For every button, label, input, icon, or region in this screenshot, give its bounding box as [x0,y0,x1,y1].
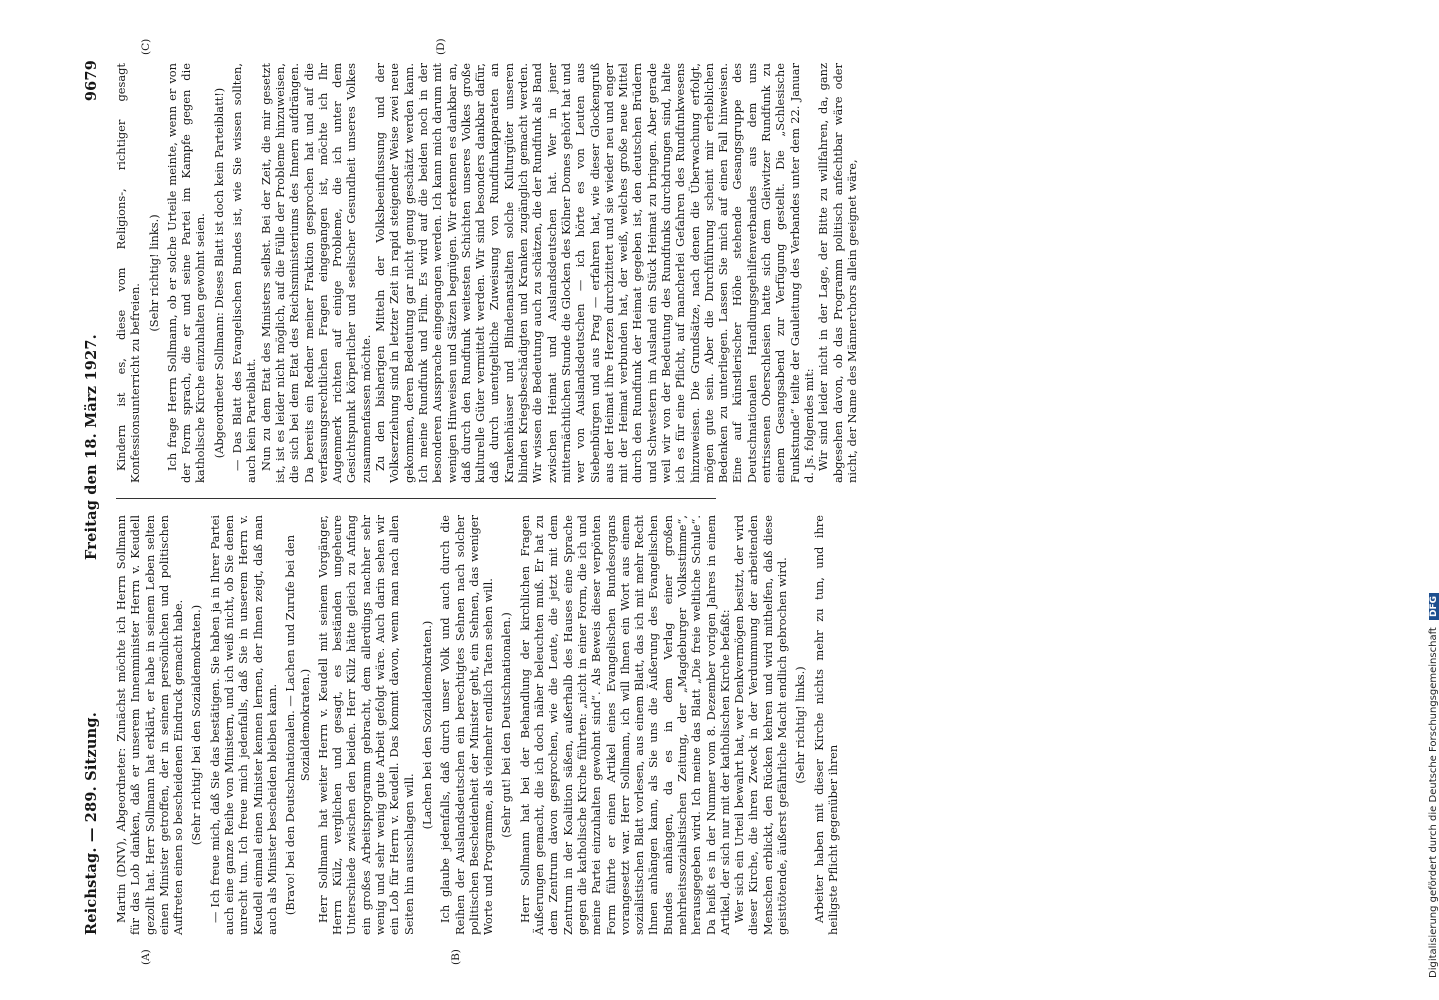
header-date: Freitag den 18. März 1927. [83,334,100,560]
digitization-note [1414,10,1439,990]
paragraph: Herr Sollmann hat weiter Herrn v. Keudell mit seinem Vorgänger, Herrn Külz, verglichen und gesagt, es beständen ungeheure Unterschiede zwischen den beiden. Herr Külz hätte gleich zu Anfang ein großes Arbeitsprogramm gebracht, dem allerdings nachher sehr wenig und sehr wenig gute Arbeit gefolgt wäre. Auch darin sehen wir ein Lob für Herrn v. Keudell. Das kommt davon, wenn man nach allen Seiten hin ausschlagen will. [315,515,416,935]
paragraph: Wir sind leider nicht in der Lage, der Bitte zu willfahren, da, ganz abgesehen davon, ob das Programm politisch anfechtbar wäre oder nicht, der Name des Männerchors allein geeignet wäre, [816,63,859,483]
margin-marker-b: (B) [450,949,462,965]
interjection: (Abgeordneter Sollmann: Dieses Blatt ist doch kein Parteiblatt!) [211,87,226,459]
interjection: (Bravo! bei den Deutschnationalen. — Lachen und Zurufe bei den Sozialdemokraten.) [283,534,312,916]
left-text-column [114,515,840,935]
paragraph: Kindern ist es, diese vom Religions-, richtiger gesagt Konfessionsunterricht zu befreien. [114,63,143,483]
page-header [80,60,106,935]
right-text-column [114,63,859,483]
paragraph: Ich glaube jedenfalls, daß durch unser Volk und auch durch die Reihen der Auslandsdeutschen ein berechtigtes Sehnen nach solcher politischen Bescheidenheit der Minister geht, ein Sehnen, das weniger Worte und Programme, als vielmehr endlich Taten sehen will. [438,515,496,935]
interjection: (Sehr richtig! links.) [793,666,808,784]
margin-marker-c: (C) [140,38,152,55]
header-session: Reichstag. — 289. Sitzung. [83,712,100,935]
paragraph: Wer sich ein Urteil bewahrt hat, wer Denkvermögen besitzt, der wird dieser Kirche, die ihren Zweck in der Verdummung der arbeitenden Menschen erblickt, den Rücken kehren und wird mithelfen, daß diese geisttötende, äußerst gefährliche Macht endlich gebrochen wird. [732,515,790,935]
dfg-logo: DFG [1429,593,1439,620]
interjection: (Sehr gut! bei den Deutschnationalen.) [499,612,514,838]
interjection: (Lachen bei den Sozialdemokraten.) [419,620,434,830]
paragraph: — Das Blatt des Evangelischen Bundes ist, wie Sie wissen sollten, auch kein Parteiblatt. [230,63,259,483]
margin-marker-d: (D) [435,38,447,55]
column-divider [116,498,716,499]
rotated-page-content [80,38,859,965]
margin-marker-a: (A) [140,949,152,965]
paragraph: — Ich freue mich, daß Sie das bestätigen. Sie haben ja in Ihrer Partei auch eine ganze Reihe von Ministern, und ich weiß nicht, ob Sie denen unrecht tun. Ich freue mich jedenfalls, daß Sie in unserem Herrn v. Keudell einmal einen Minister kennen lernen, der Ihnen zeigt, daß man auch als Minister bescheiden bleiben kann. [207,515,279,935]
interjection: (Sehr richtig! bei den Sozialdemokraten.) [189,604,204,846]
interjection: (Sehr richtig! links.) [146,214,161,332]
paragraph: Nun zu dem Etat des Ministers selbst. Bei der Zeit, die mir gesetzt ist, ist es leider nicht möglich, auf die Fülle der Probleme hinzuweisen, die sich bei dem Etat des Reichsministeriums des Innern aufdrängen. Da bereits ein Redner meiner Fraktion gesprochen hat und auf die verfassungsrechtlichen Fragen eingegangen ist, möchte ich Ihr Augenmerk richten auf einige Probleme, die ich unter dem Gesichtspunkt körperlicher und seelischer Gesundheit unseres Volkes zusammenfassen möchte. [258,63,373,483]
paragraph: Arbeiter haben mit dieser Kirche nichts mehr zu tun, und ihre heiligste Pflicht gegenüber ihren [811,515,840,935]
paragraph: Herr Sollmann hat bei der Behandlung der kirchlichen Fragen Äußerungen gemacht, die ich doch näher beleuchten muß. Er hat zu dem Zentrum davon gesprochen, wie die Leute, die jetzt mit dem Zentrum in der Koalition säßen, außerhalb des Hauses eine Sprache gegen die katholische Kirche führten: „nicht in einer Form, die ich und meine Partei einzuhalten gewohnt sind“. Als Beweis dieser verpönten Form führte er einen Artikel eines Evangelischen Bundesorgans vorangesetzt war. Herr Sollmann, ich will Ihnen ein Wort aus einem sozialistischen Blatt vorlesen, aus einem Blatt, das ich mit mehr Recht Ihnen anhängen kann, als Sie uns die Äußerung des Evangelischen Bundes anhängen, da es in dem Verlag einer großen mehrheitssozialistischen Zeitung, der „Magdeburger Volksstimme“, herausgegeben wird. Ich meine das Blatt „Die freie weltliche Schule“. Da heißt es in der Nummer vom 8. Dezember vorigen Jahres in einem Artikel, der sich nur mit der katholischen Kirche befaßt: [517,515,732,935]
paragraph: Martin (DNV), Abgeordneter: Zunächst möchte ich Herrn Sollmann für das Lob danken, daß er unserem Innenminister Herrn v. Keudell gezollt hat. Herr Sollmann hat erklärt, er habe in seinem Leben selten einen Minister getroffen, der in seinem persönlichen und politischen Auftreten einen so bescheidenen Eindruck gemacht habe. [114,515,186,935]
page-number: 9679 [83,60,100,102]
paragraph: Ich frage Herrn Sollmann, ob er solche Urteile meinte, wenn er von der Form sprach, die er und seine Partei im Kampfe gegen die katholische Kirche einzuhalten gewohnt seien. [164,63,208,483]
funding-text: Digitalisierung gefördert durch die Deutsche Forschungsgemeinschaft [1428,627,1439,978]
paragraph: Zu den bisherigen Mitteln der Volksbeeinflussung und der Volkserziehung sind in letzter Zeit in rapid steigender Weise zwei neue gekommen, deren Bedeutung gar nicht genug geschätzt werden kann. Ich meine Rundfunk und Film. Es wird auf die beiden noch in der besonderen Aussprache eingegangen werden. Ich kann mich darum mit wenigen Hinweisen und Sätzen begnügen. Wir erkennen es dankbar an, daß durch den Rundfunk weitesten Schichten unseres Volkes große kulturelle Güter vermittelt werden. Wir sind besonders dankbar dafür, daß durch unentgeltliche Zuweisung von Rundfunkapparaten an Krankenhäuser und Blindenanstalten solche Kulturgüter unseren blinden Kriegsbeschädigten und Kranken zugänglich gemacht werden. Wir wissen die Bedeutung auch zu schätzen, die der Rundfunk als Band zwischen Heimat und Auslandsdeutschen hat. Wer in jener mitternächtlichen Stunde die Glocken des Kölner Domes gehört hat und wer von Auslandsdeutschen — ich hörte es von Leuten aus Siebenbürgen und aus Prag — erfahren hat, wie dieser Glockengruß aus der Heimat ihre Herzen durchzittert und sie wieder neu und enger mit der Heimat verbunden hat, der weiß, welches große neue Mittel durch den Rundfunk der Heimat gegeben ist, den deutschen Brüdern und Schwestern im Ausland ein Stück Heimat zu bringen. Aber gerade weil wir von der Bedeutung des Rundfunks durchdrungen sind, halte ich es für eine Pflicht, auf mancherlei Gefahren des Rundfunkwesens hinzuweisen. Die Grundsätze, nach denen die Überwachung erfolgt, mögen gute sein. Aber die Durchführung scheint mir erheblichen Bedenken zu unterliegen. Lassen Sie mich auf einen Fall hinweisen. Eine auf künstlerischer Höhe stehende Gesangsgruppe des Deutschnationalen Handlungsgehilfenverbandes aus dem uns entrissenen Oberschlesien hatte sich dem Gleiwitzer Rundfunk zu einem Gesangsabend zur Verfügung gestellt. Die „Schlesische Funkstunde“ teilte der Gauleitung des Verbandes unter dem 22. Januar d. Js. folgendes mit: [373,63,816,483]
